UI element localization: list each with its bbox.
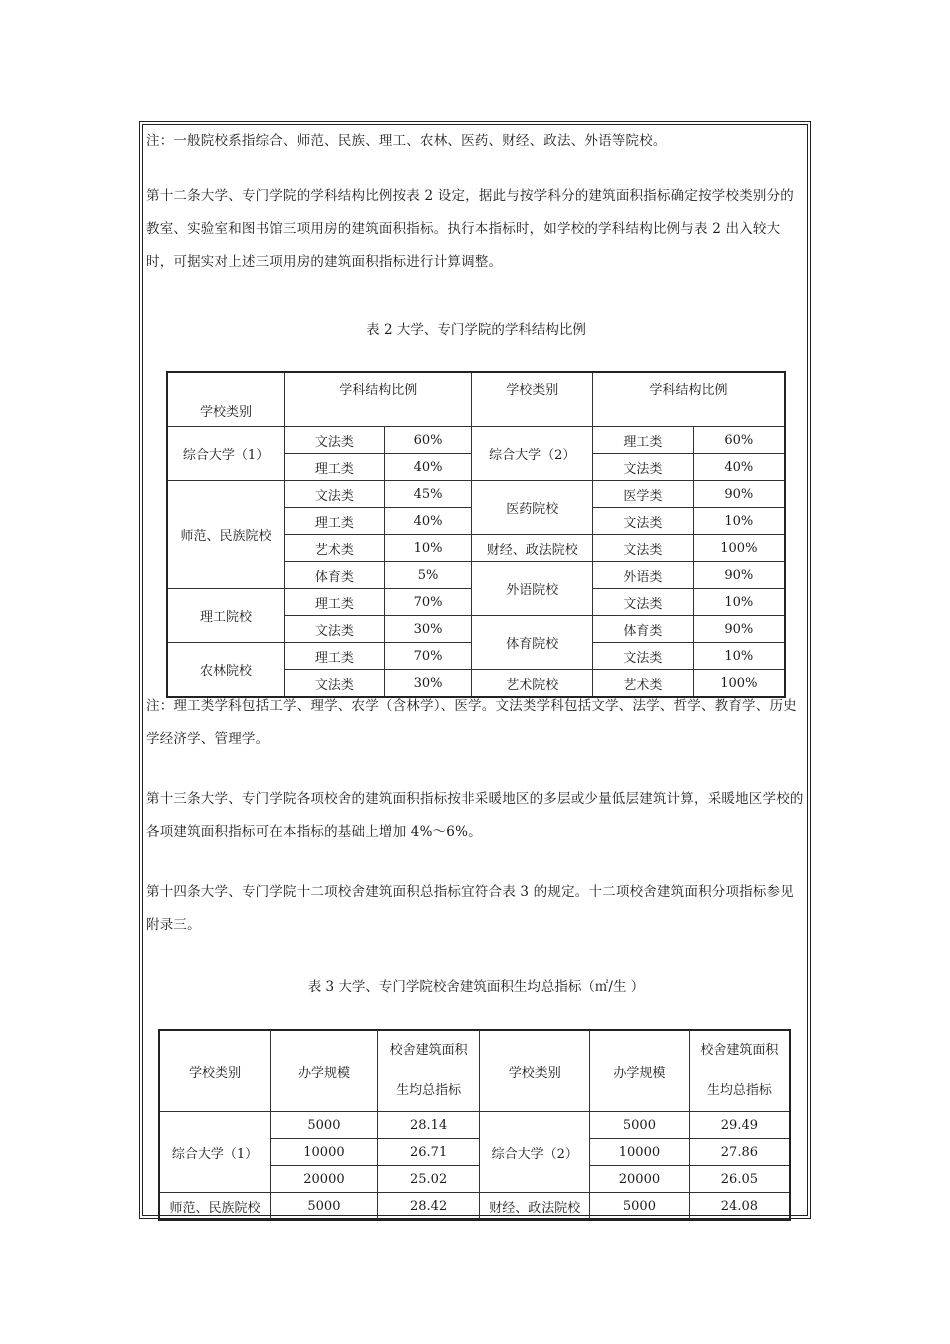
ratio-cell: 90% bbox=[693, 562, 785, 589]
ratio-cell: 30% bbox=[384, 616, 472, 643]
discipline-cell: 理工类 bbox=[285, 643, 385, 670]
header-index-line1: 校舍建筑面积 bbox=[700, 1043, 779, 1058]
discipline-cell: 理工类 bbox=[285, 454, 385, 481]
header-school-type: 学校类别 bbox=[167, 372, 285, 427]
header-index bbox=[689, 1030, 790, 1112]
table2-caption: 表 2 大学、专门学院的学科结构比例 bbox=[366, 322, 586, 338]
table-row bbox=[167, 481, 785, 508]
header-index-line2: 生均总指标 bbox=[396, 1083, 462, 1098]
ratio-cell: 10% bbox=[693, 508, 785, 535]
scale-cell: 20000 bbox=[590, 1166, 690, 1193]
article-14: 第十四条大学、专门学院十二项校舍建筑面积总指标宜符合表 3 的规定。十二项校舍建筑面积分项指标参见附录三。 bbox=[146, 884, 794, 933]
table-row bbox=[159, 1030, 790, 1112]
school-cell: 师范、民族院校 bbox=[159, 1193, 271, 1221]
ratio-cell: 100% bbox=[693, 670, 785, 698]
discipline-cell: 体育类 bbox=[593, 616, 694, 643]
discipline-cell: 文法类 bbox=[593, 589, 694, 616]
header-index-line2: 生均总指标 bbox=[706, 1083, 772, 1098]
header-school-type: 学校类别 bbox=[159, 1030, 271, 1112]
ratio-cell: 40% bbox=[384, 508, 472, 535]
scale-cell: 20000 bbox=[271, 1166, 378, 1193]
ratio-cell: 70% bbox=[384, 643, 472, 670]
ratio-cell: 45% bbox=[384, 481, 472, 508]
school-cell: 农林院校 bbox=[167, 643, 285, 698]
index-cell: 28.42 bbox=[377, 1193, 480, 1221]
header-scale: 办学规模 bbox=[590, 1030, 690, 1112]
discipline-cell: 文法类 bbox=[593, 454, 694, 481]
discipline-cell: 文法类 bbox=[285, 481, 385, 508]
scale-cell: 10000 bbox=[590, 1139, 690, 1166]
header-ratio: 学科结构比例 bbox=[593, 372, 785, 427]
school-cell: 综合大学（2） bbox=[480, 1112, 590, 1193]
ratio-cell: 40% bbox=[693, 454, 785, 481]
index-cell: 26.05 bbox=[689, 1166, 790, 1193]
discipline-cell: 艺术类 bbox=[285, 535, 385, 562]
scale-cell: 5000 bbox=[590, 1193, 690, 1221]
discipline-cell: 文法类 bbox=[593, 643, 694, 670]
ratio-cell: 10% bbox=[693, 589, 785, 616]
note-general-schools: 注：一般院校系指综合、师范、民族、理工、农林、医药、财经、政法、外语等院校。 bbox=[146, 133, 667, 149]
school-cell: 医药院校 bbox=[472, 481, 593, 535]
ratio-cell: 5% bbox=[384, 562, 472, 589]
ratio-cell: 70% bbox=[384, 589, 472, 616]
header-scale: 办学规模 bbox=[271, 1030, 378, 1112]
ratio-cell: 100% bbox=[693, 535, 785, 562]
discipline-cell: 外语类 bbox=[593, 562, 694, 589]
discipline-cell: 文法类 bbox=[285, 616, 385, 643]
article-13: 第十三条大学、专门学院各项校舍的建筑面积指标按非采暖地区的多层或少量低层建筑计算，采暖地区学校的各项建筑面积指标可在本指标的基础上增加 4%～6%。 bbox=[146, 791, 804, 840]
ratio-cell: 60% bbox=[693, 427, 785, 454]
ratio-cell: 40% bbox=[384, 454, 472, 481]
school-cell: 综合大学（1） bbox=[159, 1112, 271, 1193]
discipline-cell: 体育类 bbox=[285, 562, 385, 589]
ratio-cell: 90% bbox=[693, 616, 785, 643]
school-cell: 外语院校 bbox=[472, 562, 593, 616]
header-school-type: 学校类别 bbox=[480, 1030, 590, 1112]
discipline-cell: 文法类 bbox=[285, 670, 385, 698]
index-cell: 27.86 bbox=[689, 1139, 790, 1166]
header-ratio: 学科结构比例 bbox=[285, 372, 472, 427]
school-cell: 理工院校 bbox=[167, 589, 285, 643]
index-cell: 29.49 bbox=[689, 1112, 790, 1139]
discipline-cell: 文法类 bbox=[593, 535, 694, 562]
table-row bbox=[159, 1112, 790, 1139]
ratio-cell: 30% bbox=[384, 670, 472, 698]
school-cell: 师范、民族院校 bbox=[167, 481, 285, 589]
discipline-cell: 文法类 bbox=[285, 427, 385, 454]
scale-cell: 5000 bbox=[271, 1193, 378, 1221]
discipline-cell: 医学类 bbox=[593, 481, 694, 508]
discipline-cell: 艺术类 bbox=[593, 670, 694, 698]
table2-discipline-ratio bbox=[166, 371, 786, 698]
article-12: 第十二条大学、专门学院的学科结构比例按表 2 设定，据此与按学科分的建筑面积指标确定按学校类别分的教室、实验室和图书馆三项用房的建筑面积指标。执行本指标时，如学校的学科结构比例与表 2 出入较大时，可据实对上述三项用房的建筑面积指标进行计算调整。 bbox=[146, 188, 794, 270]
ratio-cell: 10% bbox=[693, 643, 785, 670]
discipline-cell: 文法类 bbox=[593, 508, 694, 535]
ratio-cell: 60% bbox=[384, 427, 472, 454]
school-cell: 财经、政法院校 bbox=[472, 535, 593, 562]
discipline-cell: 理工类 bbox=[285, 589, 385, 616]
table-row bbox=[159, 1193, 790, 1221]
discipline-cell: 理工类 bbox=[285, 508, 385, 535]
note-discipline-definition: 注：理工类学科包括工学、理学、农学（含林学）、医学。文法类学科包括文学、法学、哲学、教育学、历史学经济学、管理学。 bbox=[146, 698, 797, 747]
index-cell: 28.14 bbox=[377, 1112, 480, 1139]
school-cell: 综合大学（1） bbox=[167, 427, 285, 481]
index-cell: 24.08 bbox=[689, 1193, 790, 1221]
index-cell: 26.71 bbox=[377, 1139, 480, 1166]
header-school-type: 学校类别 bbox=[472, 372, 593, 427]
index-cell: 25.02 bbox=[377, 1166, 480, 1193]
ratio-cell: 90% bbox=[693, 481, 785, 508]
header-index-line1: 校舍建筑面积 bbox=[389, 1043, 468, 1058]
table3-area-index bbox=[158, 1029, 791, 1221]
discipline-cell: 理工类 bbox=[593, 427, 694, 454]
scale-cell: 10000 bbox=[271, 1139, 378, 1166]
school-cell: 财经、政法院校 bbox=[480, 1193, 590, 1221]
scale-cell: 5000 bbox=[271, 1112, 378, 1139]
scale-cell: 5000 bbox=[590, 1112, 690, 1139]
school-cell: 艺术院校 bbox=[472, 670, 593, 698]
ratio-cell: 10% bbox=[384, 535, 472, 562]
table-row bbox=[167, 372, 785, 427]
table3-caption: 表 3 大学、专门学院校舍建筑面积生均总指标（㎡/生 ） bbox=[307, 979, 645, 995]
school-cell: 综合大学（2） bbox=[472, 427, 593, 481]
school-cell: 体育院校 bbox=[472, 616, 593, 670]
header-index bbox=[377, 1030, 480, 1112]
table-row bbox=[167, 427, 785, 454]
